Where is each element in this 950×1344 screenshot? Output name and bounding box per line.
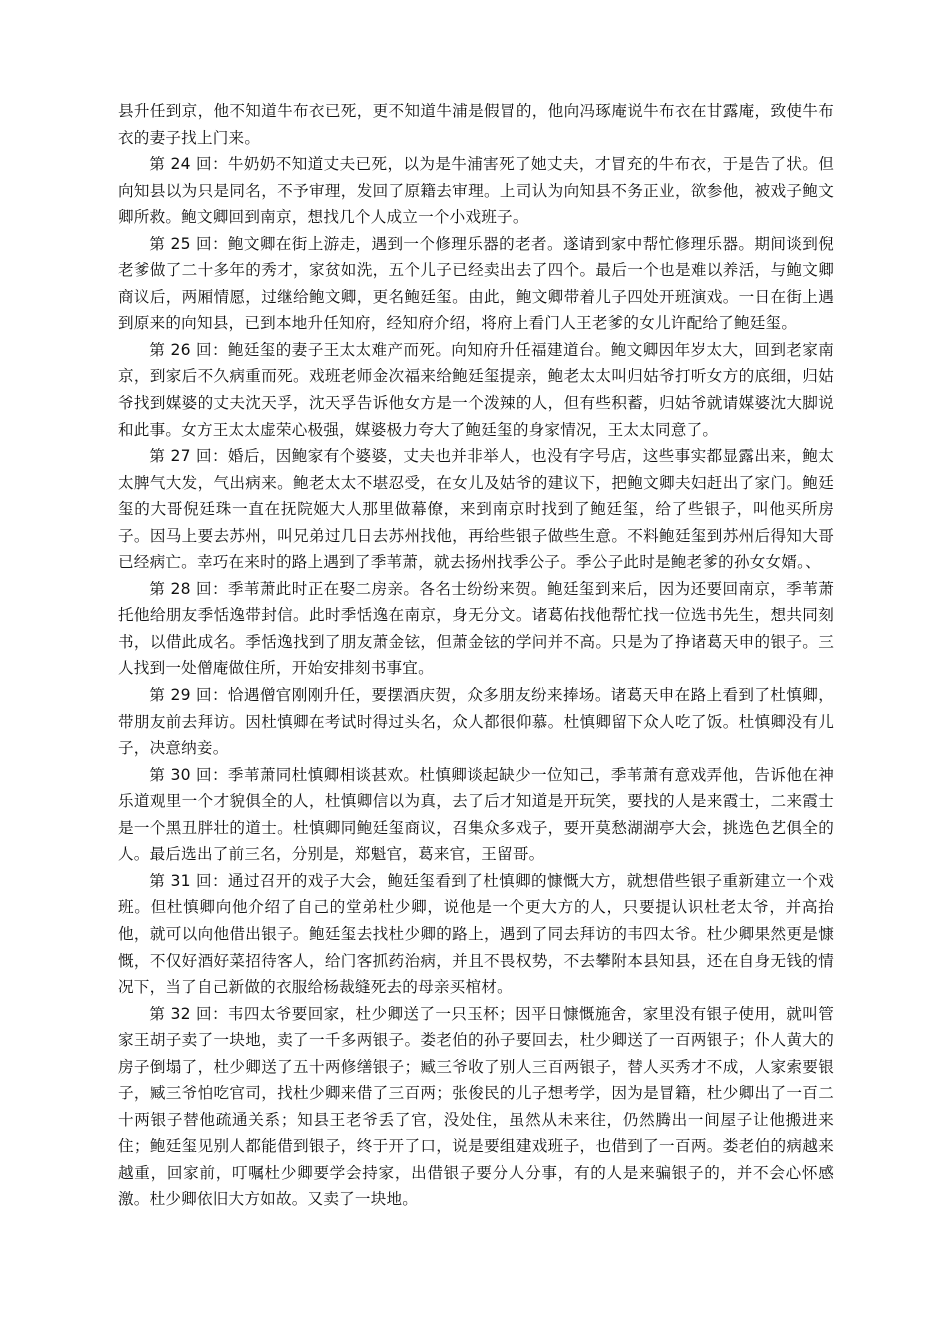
paragraph-chapter-25: 第 25 回：鲍文卿在街上游走，遇到一个修理乐器的老者。遂请到家中帮忙修理乐器。期间谈到倪老爹做了二十多年的秀才，家贫如洗，五个儿子已经卖出去了四个。最后一个也是难以养活，与鲍文卿商议后，两厢情愿，过继给鲍文卿，更名鲍廷玺。由此，鲍文卿带着儿子四处开班演戏。一日在街上遇到原来的向知县，已到本地升任知府，经知府介绍，将府上看门人王老爹的女儿许配给了鲍廷玺。: [118, 234, 834, 333]
paragraph-chapter-31: 第 31 回：通过召开的戏子大会，鲍廷玺看到了杜慎卿的慷慨大方，就想借些银子重新建立一个戏班。但杜慎卿向他介绍了自己的堂弟杜少卿，说他是一个更大方的人，只要提认识杜老太爷，并高抬他，就可以向他借出银子。鲍廷玺去找杜少卿的路上，遇到了同去拜访的韦四太爷。杜少卿果然更是慷慨，不仅好酒好菜招待客人，给门客抓药治病，并且不畏权势，不去攀附本县知县，还在自身无钱的情况下，当了自己新做的衣服给杨裁缝死去的母亲买棺材。: [118, 871, 834, 997]
document-body: [118, 98, 834, 1213]
paragraph-chapter-29: 第 29 回：恰遇僧官刚刚升任，要摆酒庆贺，众多朋友纷来捧场。诸葛天申在路上看到了杜慎卿，带朋友前去拜访。因杜慎卿在考试时得过头名，众人都很仰慕。杜慎卿留下众人吃了饭。杜慎卿没有儿子，决意纳妾。: [118, 686, 834, 758]
paragraph-chapter-27: 第 27 回：婚后，因鲍家有个婆婆，丈夫也并非举人，也没有字号店，这些事实都显露出来，鲍太太脾气大发，气出病来。鲍老太太不堪忍受，在女儿及姑爷的建议下，把鲍文卿夫妇赶出了家门。鲍廷玺的大哥倪廷珠一直在抚院姬大人那里做幕僚，来到南京时找到了鲍廷玺，给了些银子，叫他买所房子。因马上要去苏州，叫兄弟过几日去苏州找他，再给些银子做些生意。不料鲍廷玺到苏州后得知大哥已经病亡。幸巧在来时的路上遇到了季苇萧，就去扬州找季公子。季公子此时是鲍老爹的孙女女婿。、: [118, 447, 834, 572]
paragraph-chapter-30: 第 30 回：季苇萧同杜慎卿相谈甚欢。杜慎卿谈起缺少一位知己，季苇萧有意戏弄他，告诉他在神乐道观里一个才貌俱全的人，杜慎卿信以为真，去了后才知道是开玩笑，要找的人是来霞士，二来霞士是一个黑丑胖壮的道士。杜慎卿同鲍廷玺商议，召集众多戏子，要开莫愁湖湖亭大会，挑选色艺俱全的人。最后选出了前三名，分别是，郑魁官，葛来官，王留哥。: [118, 765, 834, 864]
paragraph-chapter-26: 第 26 回：鲍廷玺的妻子王太太难产而死。向知府升任福建道台。鲍文卿因年岁太大，回到老家南京，到家后不久病重而死。戏班老师金次福来给鲍廷玺提亲，鲍老太太叫归姑爷打听女方的底细，归姑爷找到媒婆的丈夫沈天孚，沈天孚告诉他女方是一个泼辣的人，但有些积蓄，归姑爷就请媒婆沈大脚说和此事。女方王太太虚荣心极强，媒婆极力夸大了鲍廷玺的身家情况，王太太同意了。: [118, 340, 834, 439]
paragraph-chapter-24: 第 24 回：牛奶奶不知道丈夫已死，以为是牛浦害死了她丈夫，才冒充的牛布衣，于是告了状。但向知县以为只是同名，不予审理，发回了原籍去审理。上司认为向知县不务正业，欲参他，被戏子鲍文卿所救。鲍文卿回到南京，想找几个人成立一个小戏班子。: [118, 155, 834, 227]
paragraph-continued: 县升任到京，他不知道牛布衣已死，更不知道牛浦是假冒的，他向冯琢庵说牛布衣在甘露庵，致使牛布衣的妻子找上门来。: [118, 102, 834, 147]
paragraph-chapter-28: 第 28 回：季苇萧此时正在娶二房亲。各名士纷纷来贺。鲍廷玺到来后，因为还要回南京，季苇萧托他给朋友季恬逸带封信。此时季恬逸在南京，身无分文。诸葛佑找他帮忙找一位选书先生，想共同刻书，以借此成名。季恬逸找到了朋友萧金铉，但萧金铉的学问并不高。只是为了挣诸葛天申的银子。三人找到一处僧庵做住所，开始安排刻书事宜。: [118, 579, 834, 678]
paragraph-chapter-32: 第 32 回：韦四太爷要回家，杜少卿送了一只玉杯；因平日慷慨施舍，家里没有银子使用，就叫管家王胡子卖了一块地，卖了一千多两银子。娄老伯的孙子要回去，杜少卿送了一百两银子；仆人黄大的房子倒塌了，杜少卿送了五十两修缮银子；臧三爷收了别人三百两银子，替人买秀才不成，人家索要银子，臧三爷怕吃官司，找杜少卿来借了三百两；张俊民的儿子想考学，因为是冒籍，杜少卿出了一百二十两银子替他疏通关系；知县王老爷丢了官，没处住，虽然从未来往，仍然腾出一间屋子让他搬进来住；鲍廷玺见别人都能借到银子，终于开了口，说是要组建戏班子，也借到了一百两。娄老伯的病越来越重，回家前，叮嘱杜少卿要学会持家，出借银子要分人分事，有的人是来骗银子的，并不会心怀感激。杜少卿依旧大方如故。又卖了一块地。: [118, 1004, 834, 1209]
